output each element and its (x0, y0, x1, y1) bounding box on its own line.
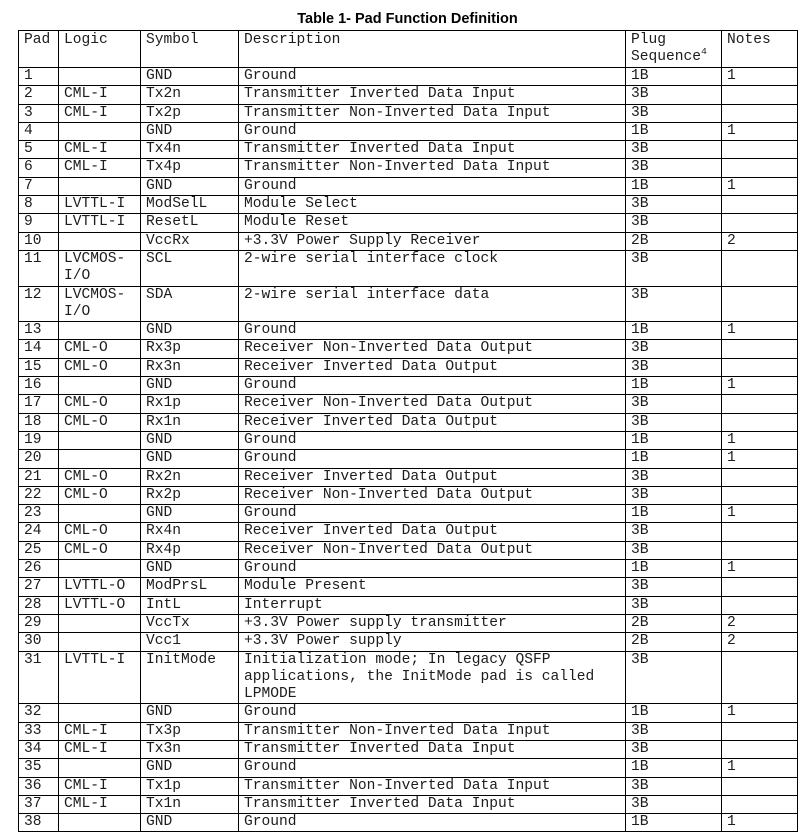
pad-cell: 38 (19, 814, 59, 832)
pad-cell: 13 (19, 322, 59, 340)
header-row (19, 31, 798, 68)
logic-cell: CML-I (59, 777, 141, 795)
symbol-cell: GND (141, 759, 239, 777)
pad-cell: 6 (19, 159, 59, 177)
notes-cell: 2 (722, 633, 798, 651)
plug-sequence-cell: 3B (626, 722, 722, 740)
symbol-cell: GND (141, 704, 239, 722)
description-cell: Transmitter Inverted Data Input (239, 795, 626, 813)
symbol-cell: Rx3p (141, 340, 239, 358)
notes-cell (722, 651, 798, 704)
table-row (19, 286, 798, 322)
logic-cell (59, 322, 141, 340)
logic-cell (59, 704, 141, 722)
notes-cell (722, 795, 798, 813)
notes-cell: 1 (722, 759, 798, 777)
pad-cell: 12 (19, 286, 59, 322)
logic-cell (59, 633, 141, 651)
symbol-cell: Tx4p (141, 159, 239, 177)
notes-cell (722, 541, 798, 559)
logic-cell: CML-I (59, 159, 141, 177)
description-cell: Transmitter Non-Inverted Data Input (239, 722, 626, 740)
logic-cell (59, 377, 141, 395)
table-row (19, 377, 798, 395)
notes-cell: 1 (722, 704, 798, 722)
logic-cell (59, 814, 141, 832)
plug-sequence-cell: 3B (626, 159, 722, 177)
table-row (19, 560, 798, 578)
pad-cell: 36 (19, 777, 59, 795)
plug-sequence-cell: 3B (626, 541, 722, 559)
pad-cell: 26 (19, 560, 59, 578)
logic-cell: CML-I (59, 795, 141, 813)
description-cell: Interrupt (239, 596, 626, 614)
pad-cell: 23 (19, 505, 59, 523)
notes-cell (722, 86, 798, 104)
logic-cell: CML-I (59, 141, 141, 159)
table-row (19, 431, 798, 449)
plug-header-line2: Sequence (631, 49, 702, 66)
description-cell: Ground (239, 505, 626, 523)
pad-cell: 11 (19, 250, 59, 286)
description-cell: Receiver Inverted Data Output (239, 468, 626, 486)
plug-sequence-cell: 2B (626, 232, 722, 250)
table-row (19, 541, 798, 559)
symbol-cell: Tx2p (141, 104, 239, 122)
table-row (19, 633, 798, 651)
notes-cell (722, 486, 798, 504)
pad-cell: 24 (19, 523, 59, 541)
pad-cell: 21 (19, 468, 59, 486)
table-row (19, 122, 798, 140)
description-cell: Transmitter Inverted Data Input (239, 740, 626, 758)
plug-sequence-cell: 1B (626, 431, 722, 449)
symbol-cell: ModSelL (141, 196, 239, 214)
description-cell: Receiver Non-Inverted Data Output (239, 486, 626, 504)
logic-cell: CML-I (59, 722, 141, 740)
notes-cell: 2 (722, 232, 798, 250)
table-row (19, 740, 798, 758)
plug-sequence-cell: 3B (626, 340, 722, 358)
logic-cell (59, 68, 141, 86)
symbol-cell: Tx1n (141, 795, 239, 813)
logic-cell: LVCMOS-I/O (59, 286, 141, 322)
notes-cell: 2 (722, 614, 798, 632)
table-row (19, 523, 798, 541)
plug-sequence-cell: 3B (626, 740, 722, 758)
logic-cell: CML-O (59, 523, 141, 541)
symbol-cell: Tx4n (141, 141, 239, 159)
notes-cell (722, 214, 798, 232)
pad-cell: 14 (19, 340, 59, 358)
notes-cell (722, 286, 798, 322)
symbol-cell: Vcc1 (141, 633, 239, 651)
logic-cell: CML-O (59, 541, 141, 559)
plug-sequence-cell: 1B (626, 377, 722, 395)
plug-sequence-cell: 1B (626, 177, 722, 195)
logic-cell (59, 759, 141, 777)
table-row (19, 413, 798, 431)
plug-sequence-cell: 3B (626, 141, 722, 159)
pad-cell: 30 (19, 633, 59, 651)
table-row (19, 177, 798, 195)
symbol-cell: Tx3n (141, 740, 239, 758)
table-row (19, 795, 798, 813)
logic-cell (59, 177, 141, 195)
col-header-description: Description (239, 31, 626, 68)
table-row (19, 759, 798, 777)
table-row (19, 214, 798, 232)
symbol-cell: ResetL (141, 214, 239, 232)
notes-cell: 1 (722, 177, 798, 195)
plug-sequence-cell: 3B (626, 86, 722, 104)
pad-cell: 18 (19, 413, 59, 431)
pad-cell: 31 (19, 651, 59, 704)
description-cell: Ground (239, 814, 626, 832)
table-row (19, 614, 798, 632)
plug-sequence-cell: 3B (626, 468, 722, 486)
symbol-cell: Tx1p (141, 777, 239, 795)
pad-cell: 8 (19, 196, 59, 214)
description-cell: Receiver Inverted Data Output (239, 358, 626, 376)
col-header-symbol: Symbol (141, 31, 239, 68)
symbol-cell: Rx1p (141, 395, 239, 413)
table-row (19, 86, 798, 104)
notes-cell (722, 523, 798, 541)
logic-cell (59, 560, 141, 578)
symbol-cell: Tx3p (141, 722, 239, 740)
pad-cell: 25 (19, 541, 59, 559)
col-header-plug-sequence (626, 31, 722, 68)
table-row (19, 68, 798, 86)
description-cell: Ground (239, 177, 626, 195)
plug-sequence-cell: 3B (626, 358, 722, 376)
description-cell: +3.3V Power supply transmitter (239, 614, 626, 632)
plug-sequence-cell: 3B (626, 104, 722, 122)
description-cell: Receiver Inverted Data Output (239, 523, 626, 541)
plug-sequence-cell: 3B (626, 395, 722, 413)
logic-cell (59, 431, 141, 449)
plug-sequence-cell: 3B (626, 651, 722, 704)
symbol-cell: GND (141, 322, 239, 340)
logic-cell: CML-O (59, 413, 141, 431)
table-row (19, 322, 798, 340)
logic-cell (59, 232, 141, 250)
plug-sequence-cell: 3B (626, 578, 722, 596)
table-row (19, 651, 798, 704)
description-cell: 2-wire serial interface data (239, 286, 626, 322)
symbol-cell: GND (141, 560, 239, 578)
symbol-cell: GND (141, 377, 239, 395)
description-cell: Receiver Non-Inverted Data Output (239, 395, 626, 413)
plug-sequence-cell: 3B (626, 596, 722, 614)
pad-function-table (18, 30, 798, 832)
notes-cell: 1 (722, 505, 798, 523)
notes-cell (722, 104, 798, 122)
plug-sequence-cell: 3B (626, 413, 722, 431)
description-cell: Transmitter Inverted Data Input (239, 86, 626, 104)
plug-sequence-cell: 1B (626, 68, 722, 86)
description-cell: Receiver Non-Inverted Data Output (239, 541, 626, 559)
table-row (19, 722, 798, 740)
table-row (19, 232, 798, 250)
notes-cell (722, 596, 798, 614)
symbol-cell: GND (141, 450, 239, 468)
description-cell: Ground (239, 122, 626, 140)
description-cell: 2-wire serial interface clock (239, 250, 626, 286)
description-cell: Ground (239, 759, 626, 777)
logic-cell: CML-I (59, 104, 141, 122)
pad-table-body (19, 68, 798, 832)
notes-cell: 1 (722, 431, 798, 449)
logic-cell: LVTTL-I (59, 214, 141, 232)
logic-cell: LVTTL-O (59, 578, 141, 596)
logic-cell: LVTTL-O (59, 596, 141, 614)
table-row (19, 468, 798, 486)
plug-sequence-cell: 1B (626, 814, 722, 832)
symbol-cell: GND (141, 122, 239, 140)
notes-cell (722, 358, 798, 376)
table-row (19, 578, 798, 596)
logic-cell: CML-O (59, 468, 141, 486)
notes-cell: 1 (722, 560, 798, 578)
symbol-cell: InitMode (141, 651, 239, 704)
plug-sequence-cell: 1B (626, 322, 722, 340)
description-cell: Initialization mode; In legacy QSFP applications, the InitMode pad is called LPMODE (239, 651, 626, 704)
col-header-logic: Logic (59, 31, 141, 68)
description-cell: Module Present (239, 578, 626, 596)
notes-cell: 1 (722, 322, 798, 340)
logic-cell (59, 614, 141, 632)
symbol-cell: Rx4p (141, 541, 239, 559)
description-cell: Transmitter Inverted Data Input (239, 141, 626, 159)
logic-cell (59, 122, 141, 140)
pad-cell: 19 (19, 431, 59, 449)
pad-cell: 28 (19, 596, 59, 614)
description-cell: Ground (239, 377, 626, 395)
symbol-cell: VccTx (141, 614, 239, 632)
logic-cell: CML-I (59, 740, 141, 758)
table-row (19, 104, 798, 122)
plug-sequence-cell: 3B (626, 777, 722, 795)
table-row (19, 450, 798, 468)
description-cell: Transmitter Non-Inverted Data Input (239, 104, 626, 122)
pad-cell: 29 (19, 614, 59, 632)
description-cell: Receiver Inverted Data Output (239, 413, 626, 431)
description-cell: +3.3V Power Supply Receiver (239, 232, 626, 250)
table-title: Table 1- Pad Function Definition (297, 11, 518, 27)
notes-cell (722, 740, 798, 758)
pad-cell: 32 (19, 704, 59, 722)
notes-cell (722, 141, 798, 159)
symbol-cell: SDA (141, 286, 239, 322)
symbol-cell: GND (141, 68, 239, 86)
logic-cell: LVCMOS-I/O (59, 250, 141, 286)
pad-cell: 16 (19, 377, 59, 395)
pad-cell: 10 (19, 232, 59, 250)
table-row (19, 505, 798, 523)
description-cell: Receiver Non-Inverted Data Output (239, 340, 626, 358)
description-cell: Transmitter Non-Inverted Data Input (239, 159, 626, 177)
symbol-cell: GND (141, 431, 239, 449)
notes-cell: 1 (722, 814, 798, 832)
pad-cell: 34 (19, 740, 59, 758)
description-cell: Ground (239, 431, 626, 449)
symbol-cell: GND (141, 177, 239, 195)
logic-cell (59, 450, 141, 468)
notes-cell: 1 (722, 377, 798, 395)
table-row (19, 395, 798, 413)
plug-header-line1: Plug (631, 32, 667, 48)
notes-cell (722, 340, 798, 358)
pad-cell: 1 (19, 68, 59, 86)
plug-sequence-cell: 3B (626, 286, 722, 322)
notes-cell (722, 196, 798, 214)
plug-sequence-cell: 1B (626, 759, 722, 777)
logic-cell: LVTTL-I (59, 196, 141, 214)
pad-cell: 4 (19, 122, 59, 140)
pad-cell: 17 (19, 395, 59, 413)
description-cell: Ground (239, 450, 626, 468)
logic-cell: CML-O (59, 486, 141, 504)
pad-cell: 35 (19, 759, 59, 777)
plug-sequence-cell: 3B (626, 250, 722, 286)
symbol-cell: ModPrsL (141, 578, 239, 596)
symbol-cell: Rx3n (141, 358, 239, 376)
table-row (19, 814, 798, 832)
notes-cell (722, 722, 798, 740)
logic-cell: CML-I (59, 86, 141, 104)
table-row (19, 596, 798, 614)
plug-sequence-cell: 1B (626, 122, 722, 140)
notes-cell (722, 413, 798, 431)
pad-cell: 9 (19, 214, 59, 232)
symbol-cell: Rx4n (141, 523, 239, 541)
logic-cell: CML-O (59, 395, 141, 413)
symbol-cell: Tx2n (141, 86, 239, 104)
description-cell: Ground (239, 704, 626, 722)
pad-cell: 20 (19, 450, 59, 468)
pad-cell: 5 (19, 141, 59, 159)
plug-sequence-cell: 3B (626, 523, 722, 541)
symbol-cell: VccRx (141, 232, 239, 250)
notes-cell (722, 468, 798, 486)
col-header-pad: Pad (19, 31, 59, 68)
plug-sequence-cell: 2B (626, 633, 722, 651)
symbol-cell: GND (141, 505, 239, 523)
description-cell: Module Reset (239, 214, 626, 232)
symbol-cell: GND (141, 814, 239, 832)
plug-sequence-cell: 3B (626, 214, 722, 232)
description-cell: Transmitter Non-Inverted Data Input (239, 777, 626, 795)
plug-sequence-cell: 3B (626, 486, 722, 504)
notes-cell: 1 (722, 68, 798, 86)
notes-cell (722, 578, 798, 596)
pad-cell: 37 (19, 795, 59, 813)
description-cell: Ground (239, 322, 626, 340)
plug-sequence-cell: 3B (626, 196, 722, 214)
symbol-cell: SCL (141, 250, 239, 286)
table-row (19, 777, 798, 795)
pad-cell: 2 (19, 86, 59, 104)
description-cell: +3.3V Power supply (239, 633, 626, 651)
table-row (19, 250, 798, 286)
plug-sequence-cell: 2B (626, 614, 722, 632)
symbol-cell: Rx2p (141, 486, 239, 504)
notes-cell (722, 395, 798, 413)
description-cell: Ground (239, 560, 626, 578)
plug-sequence-cell: 3B (626, 795, 722, 813)
notes-cell (722, 250, 798, 286)
symbol-cell: Rx1n (141, 413, 239, 431)
table-row (19, 486, 798, 504)
description-cell: Module Select (239, 196, 626, 214)
pad-cell: 22 (19, 486, 59, 504)
table-row (19, 159, 798, 177)
pad-cell: 7 (19, 177, 59, 195)
notes-cell: 1 (722, 450, 798, 468)
plug-header-footnote-ref: 4 (701, 46, 707, 58)
logic-cell: LVTTL-I (59, 651, 141, 704)
pad-cell: 27 (19, 578, 59, 596)
plug-sequence-cell: 1B (626, 560, 722, 578)
plug-sequence-cell: 1B (626, 505, 722, 523)
pad-cell: 15 (19, 358, 59, 376)
table-row (19, 141, 798, 159)
table-row (19, 340, 798, 358)
col-header-notes: Notes (722, 31, 798, 68)
description-cell: Ground (239, 68, 626, 86)
symbol-cell: IntL (141, 596, 239, 614)
table-row (19, 196, 798, 214)
plug-sequence-cell: 1B (626, 450, 722, 468)
table-row (19, 358, 798, 376)
pad-cell: 3 (19, 104, 59, 122)
logic-cell: CML-O (59, 340, 141, 358)
plug-sequence-cell: 1B (626, 704, 722, 722)
table-row (19, 704, 798, 722)
symbol-cell: Rx2n (141, 468, 239, 486)
pad-cell: 33 (19, 722, 59, 740)
notes-cell (722, 159, 798, 177)
notes-cell: 1 (722, 122, 798, 140)
notes-cell (722, 777, 798, 795)
logic-cell: CML-O (59, 358, 141, 376)
logic-cell (59, 505, 141, 523)
